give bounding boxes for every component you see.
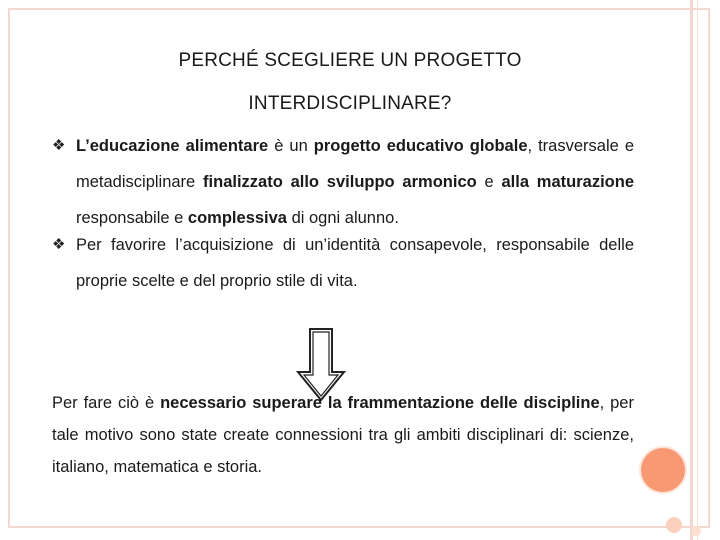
bullet-item-1: [52, 128, 634, 236]
bullet-text-1: [52, 128, 634, 236]
text-segment: responsabile e: [76, 209, 188, 227]
bold-text-segment: alla maturazione: [501, 173, 634, 191]
bullet-item-2: [52, 227, 634, 299]
text-segment: è un: [268, 137, 314, 155]
bold-text-segment: necessario superare la frammentazione delle discipline: [160, 394, 600, 412]
bold-text-segment: alimentare: [185, 137, 269, 155]
bold-text-segment: complessiva: [187, 209, 287, 227]
conclusion-paragraph: [52, 387, 634, 483]
text-segment: , per tale motivo sono state create connessioni tra gli ambiti disciplinari di: scienze, italiano, matematica e storia.: [52, 394, 634, 476]
text-segment: Per fare ciò è: [52, 394, 161, 412]
diamond-bullet-icon: ❖: [52, 137, 66, 154]
text-segment: di ogni alunno.: [286, 209, 399, 227]
frame-right-line-thin: [697, 0, 698, 540]
bold-text-segment: progetto educativo globale: [313, 137, 528, 155]
bold-text-segment: finalizzato allo sviluppo armonico: [203, 173, 477, 191]
decorative-circle-large: [641, 448, 685, 492]
bullet-text-2: [52, 227, 634, 299]
text-segment: e: [476, 173, 502, 191]
decorative-circle-medium: [666, 517, 682, 533]
decorative-circle-small: [691, 526, 701, 536]
diamond-bullet-icon: ❖: [52, 236, 66, 253]
slide-title-line-2: INTERDISCIPLINARE?: [248, 93, 452, 114]
text-segment: Per favorire l’acquisizione di un’identità consapevole, responsabile delle proprie scelte e del proprio stile di vita.: [76, 236, 634, 290]
text-segment: , trasversale e metadisciplinare: [76, 137, 634, 191]
slide-title-line-1: PERCHÉ SCEGLIERE UN PROGETTO: [178, 50, 522, 71]
bold-text-segment: L’educazione: [76, 137, 180, 155]
frame-right-line: [690, 0, 693, 540]
